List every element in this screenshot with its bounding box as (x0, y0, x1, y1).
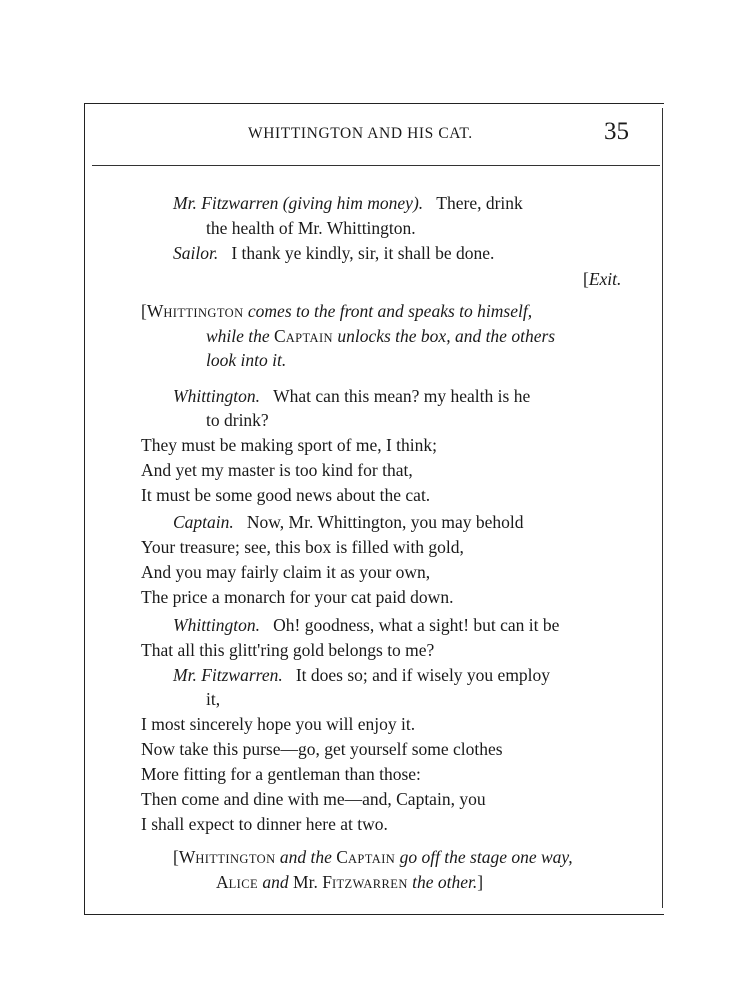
stage-direction: Exit. (588, 269, 622, 289)
text-line: it, (206, 689, 221, 709)
stage-direction: and (262, 872, 289, 892)
speaker-name: Whittington. (173, 386, 261, 406)
bracket: ] (477, 872, 484, 892)
text-line (173, 245, 494, 263)
text-line (141, 303, 532, 321)
text-line (173, 195, 523, 213)
text-line: to drink? (206, 410, 269, 430)
character-name (179, 847, 276, 867)
text-line: I most sincerely hope you will enjoy it. (141, 714, 416, 734)
speaker-name: Sailor. (173, 243, 219, 263)
running-head: WHITTINGTON AND HIS CAT. (248, 125, 473, 142)
speaker-name: Mr. Fitzwarren. (173, 665, 283, 685)
stage-direction-exit (583, 271, 621, 289)
character-name (274, 326, 333, 346)
dialogue: It does so; and if wisely you employ (295, 665, 551, 685)
page-frame-top (84, 103, 664, 104)
text-line: Now take this purse—go, get yourself some clothes (141, 739, 503, 759)
stage-direction: while the (206, 326, 270, 346)
text-line (173, 514, 524, 532)
small-caps: APTAIN (347, 852, 396, 866)
text-line (173, 388, 530, 406)
dialogue: What can this mean? my health is he (273, 386, 531, 406)
text-line (206, 328, 555, 346)
text-line (173, 849, 573, 867)
text-line: Your treasure; see, this box is filled with gold, (141, 537, 464, 557)
page-frame-right (662, 108, 663, 908)
small-cap-initial: F (322, 872, 332, 892)
text-line: And you may fairly claim it as your own, (141, 562, 431, 582)
small-caps: LICE (228, 877, 259, 891)
speaker-name: Captain. (173, 512, 234, 532)
stage-direction: the other. (412, 872, 478, 892)
dialogue: Now, Mr. Whittington, you may behold (246, 512, 524, 532)
text-line: And yet my master is too kind for that, (141, 460, 413, 480)
page-frame-left (84, 103, 85, 915)
text-line: The price a monarch for your cat paid down. (141, 587, 454, 607)
stage-direction: go off the stage one way, (399, 847, 573, 867)
small-caps: ITZWARREN (331, 877, 408, 891)
page-number: 35 (604, 118, 629, 145)
small-cap-initial: C (336, 847, 348, 867)
title: Mr. (293, 872, 318, 892)
speaker-name: Mr. Fitzwarren (giving him money). (173, 193, 424, 213)
small-caps: HITTINGTON (195, 852, 276, 866)
stage-direction: and the (279, 847, 332, 867)
text-line: Then come and dine with me—and, Captain, you (141, 789, 486, 809)
text-line: look into it. (206, 350, 287, 370)
stage-direction: unlocks the box, and the others (337, 326, 556, 346)
text-line: I shall expect to dinner here at two. (141, 814, 388, 834)
text-line: It must be some good news about the cat. (141, 485, 431, 505)
small-cap-initial: C (274, 326, 286, 346)
dialogue: I thank ye kindly, sir, it shall be done. (231, 243, 495, 263)
small-caps: HITTINGTON (163, 306, 244, 320)
text-line (173, 667, 550, 685)
character-name (336, 847, 395, 867)
dialogue: Oh! goodness, what a sight! but can it be (273, 615, 560, 635)
character-name (322, 872, 408, 892)
character-name (216, 872, 258, 892)
page-frame-bottom (84, 914, 664, 915)
header-rule (92, 165, 660, 166)
character-name (147, 301, 244, 321)
text-line (173, 617, 559, 635)
text-line: They must be making sport of me, I think; (141, 435, 437, 455)
text-line: the health of Mr. Whittington. (206, 218, 416, 238)
small-caps: APTAIN (285, 331, 333, 345)
text-line: That all this glitt'ring gold belongs to me? (141, 640, 435, 660)
stage-direction: comes to the front and speaks to himself, (247, 301, 533, 321)
bracket: [ (583, 269, 589, 289)
text-line: More fitting for a gentleman than those: (141, 764, 421, 784)
bracket: [ (141, 301, 147, 321)
speaker-name: Whittington. (173, 615, 261, 635)
dialogue: There, drink (436, 193, 523, 213)
bracket: [ (173, 847, 179, 867)
text-line (216, 874, 483, 892)
small-cap-initial: W (146, 301, 164, 321)
small-cap-initial: A (216, 872, 229, 892)
small-cap-initial: W (178, 847, 196, 867)
